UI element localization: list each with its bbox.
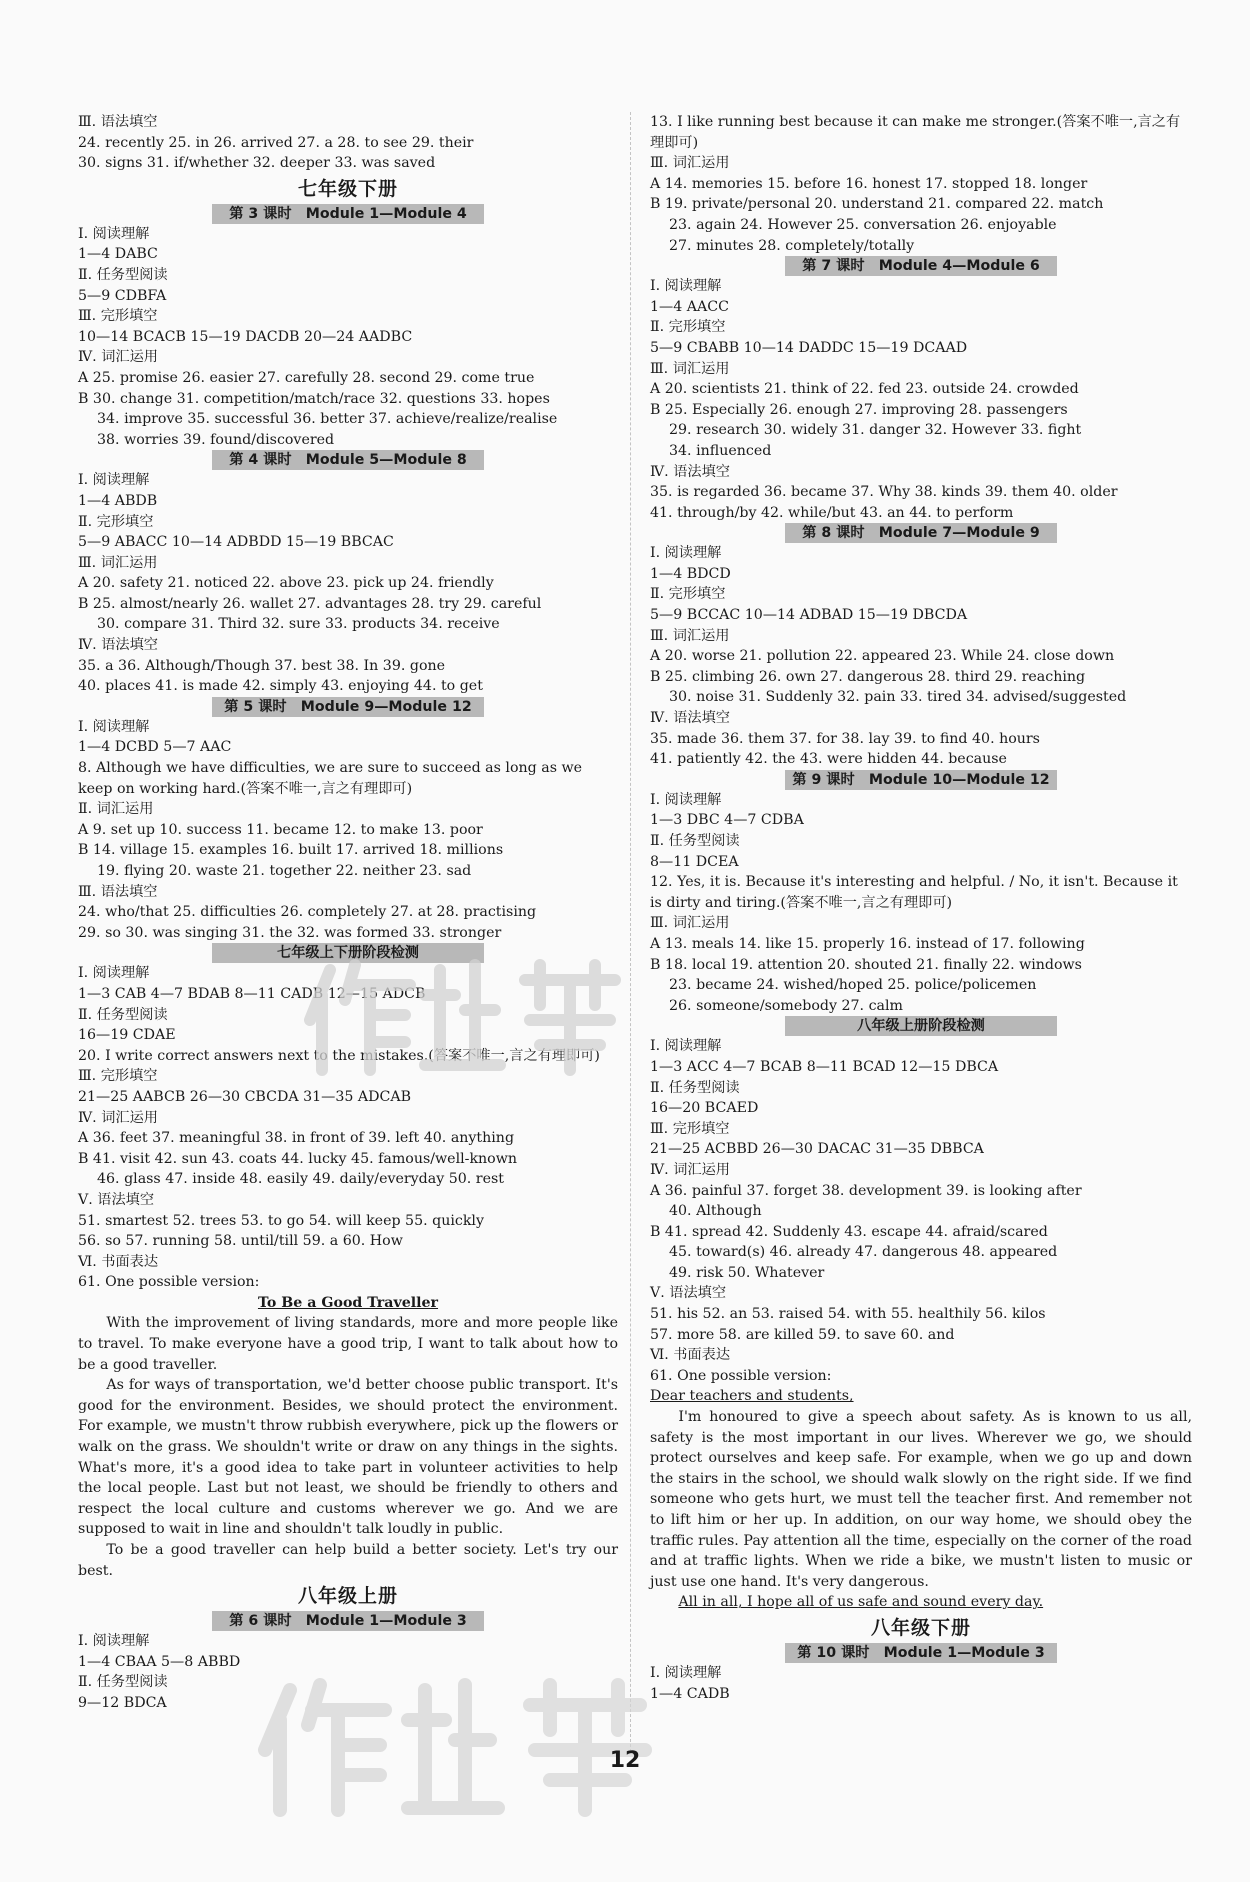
answer-line: 1—4 CBAA 5—8 ABBD: [78, 1653, 241, 1670]
part-heading: Ⅴ. 语法填空: [78, 1191, 155, 1208]
part-heading: Ⅰ. 阅读理解: [78, 472, 150, 489]
part-heading: Ⅱ. 词汇运用: [78, 801, 154, 818]
answer-line: B 30. change 31. competition/match/race 32. questions 33. hopes: [78, 390, 550, 407]
part-heading: Ⅱ. 任务型阅读: [78, 1674, 168, 1691]
lesson-banner: 第 9 课时 Module 10—Module 12: [785, 770, 1057, 790]
part-heading: Ⅰ. 阅读理解: [650, 1664, 722, 1681]
answer-line: B 18. local 19. attention 20. shouted 21. finally 22. windows: [650, 956, 1082, 973]
part-heading: Ⅵ. 书面表达: [650, 1347, 731, 1364]
answer-line: 1—4 ABDB: [78, 492, 158, 509]
answer-line: 1—4 BDCD: [650, 565, 731, 582]
answer-line: 9—12 BDCA: [78, 1694, 167, 1711]
essay-paragraph: I'm honoured to give a speech about safety. As is known to us all, safety is the most important in our lives. Wherever we go, we should protect ourselves and keep safe. For example, when we go up and down the stairs in the school, we should walk slowly on the right side. If we find someone who gets hurt, we must tell the teacher first. And remember not to lift him or her up. In addition, on our way home, we should obey the traffic rules. Pay attention all the time, especially on the corner of the road and at traffic lights. When we ride a bike, we mustn't listen to music or just use one hand. It's very dangerous.: [650, 1409, 1192, 1590]
part-heading: Ⅲ. 语法填空: [78, 883, 158, 900]
part-heading: Ⅳ. 词汇运用: [78, 1109, 158, 1126]
answer-line: 45. toward(s) 46. already 47. dangerous 48. appeared: [669, 1244, 1058, 1261]
answer-line: 13. I like running best because it can make me stronger.(答案不唯一,言之有理即可): [650, 114, 1181, 151]
answer-line: 34. improve 35. successful 36. better 37. achieve/realize/realise: [97, 411, 558, 428]
part-heading: Ⅱ. 任务型阅读: [78, 1006, 168, 1023]
answer-line: 38. worries 39. found/discovered: [97, 431, 335, 448]
answer-line: 29. research 30. widely 31. danger 32. However 33. fight: [669, 422, 1082, 439]
answer-line: 5—9 CBABB 10—14 DADDC 15—19 DCAAD: [650, 339, 968, 356]
right-column: [650, 112, 1192, 1704]
answer-line: A 36. painful 37. forget 38. development 39. is looking after: [650, 1182, 1082, 1199]
lesson-banner: 第 5 课时 Module 9—Module 12: [212, 697, 484, 717]
answer-line: B 25. Especially 26. enough 27. improving 28. passengers: [650, 401, 1068, 418]
part-heading: Ⅱ. 任务型阅读: [650, 1079, 740, 1096]
part-heading: Ⅰ. 阅读理解: [650, 791, 722, 808]
answer-line: 1—3 CAB 4—7 BDAB 8—11 CADB 12—15 ADCB: [78, 985, 426, 1002]
answer-line: 8. Although we have difficulties, we are sure to succeed as long as we keep on working hard.(答案不唯一,言之有理即可): [78, 760, 583, 797]
answer-line: 34. influenced: [669, 442, 772, 459]
lesson-banner: 七年级上下册阶段检测: [212, 943, 484, 963]
answer-line: 51. smartest 52. trees 53. to go 54. will keep 55. quickly: [78, 1212, 484, 1229]
part-heading: Ⅰ. 阅读理解: [650, 1038, 722, 1055]
answer-line: 16—20 BCAED: [650, 1100, 759, 1117]
answer-line: 10—14 BCACB 15—19 DACDB 20—24 AADBC: [78, 328, 413, 345]
answer-line: 27. minutes 28. completely/totally: [669, 237, 915, 254]
lesson-banner: 第 7 课时 Module 4—Module 6: [785, 256, 1057, 276]
lesson-banner: 第 10 课时 Module 1—Module 3: [785, 1643, 1057, 1663]
part-heading: Ⅱ. 完形填空: [650, 586, 726, 603]
answer-line: 61. One possible version:: [650, 1367, 832, 1384]
answer-line: 40. Although: [669, 1203, 762, 1220]
essay-paragraph: To be a good traveller can help build a better society. Let's try our best.: [78, 1542, 618, 1579]
part-heading: Ⅰ. 阅读理解: [650, 278, 722, 295]
part-heading: Ⅲ. 词汇运用: [650, 627, 730, 644]
answer-line: A 20. safety 21. noticed 22. above 23. pick up 24. friendly: [78, 575, 494, 592]
answer-line: A 20. worse 21. pollution 22. appeared 23. While 24. close down: [650, 648, 1115, 665]
answer-line: 30. signs 31. if/whether 32. deeper 33. was saved: [78, 155, 436, 172]
answer-line: A 25. promise 26. easier 27. carefully 28. second 29. come true: [78, 369, 535, 386]
left-column: [78, 112, 618, 1714]
part-heading: Ⅴ. 语法填空: [650, 1285, 727, 1302]
part-heading: Ⅱ. 任务型阅读: [650, 833, 740, 849]
part-heading: Ⅰ. 阅读理解: [78, 965, 150, 982]
answer-line: 23. again 24. However 25. conversation 26. enjoyable: [669, 216, 1057, 233]
lesson-banner: 第 8 课时 Module 7—Module 9: [785, 523, 1057, 543]
part-heading: Ⅳ. 词汇运用: [78, 349, 158, 366]
part-heading: Ⅱ. 完形填空: [650, 319, 726, 336]
answer-line: B 41. visit 42. sun 43. coats 44. lucky 45. famous/well-known: [78, 1150, 517, 1167]
answer-line: 51. his 52. an 53. raised 54. with 55. healthily 56. kilos: [650, 1306, 1046, 1323]
part-heading: Ⅰ. 阅读理解: [78, 225, 150, 242]
answer-line: 41. patiently 42. the 43. were hidden 44. because: [650, 751, 1007, 768]
part-heading: Ⅰ. 阅读理解: [650, 545, 722, 562]
part-heading: Ⅰ. 阅读理解: [78, 1633, 150, 1650]
essay-paragraph: As for ways of transportation, we'd better choose public transport. It's good for the environment. Besides, we should protect the environment. For example, we mustn't throw rubbish everywhere, pick up the flowers or walk on the grass. We shouldn't write or draw on any things in the sights. What's more, it's a good idea to take part in volunteer activities to help the local people. Last but not least, we should be friendly to others and respect the local culture and customs wherever we go. And we are supposed to wait in line and shouldn't talk loudly in public.: [78, 1377, 618, 1538]
part-heading: Ⅳ. 词汇运用: [650, 1161, 730, 1178]
lesson-banner: 第 4 课时 Module 5—Module 8: [212, 450, 484, 470]
essay-paragraph: With the improvement of living standards, more and more people like to travel. To make everyone have a good trip, I want to talk about how to be a good traveller.: [78, 1315, 618, 1373]
answer-line: A 20. scientists 21. think of 22. fed 23. outside 24. crowded: [650, 381, 1079, 398]
answer-line: 1—4 DABC: [78, 246, 158, 263]
part-heading: Ⅱ. 任务型阅读: [78, 266, 168, 283]
answer-line: 1—3 ACC 4—7 BCAB 8—11 BCAD 12—15 DBCA: [650, 1058, 999, 1075]
answer-line: 16—19 CDAE: [78, 1027, 176, 1044]
part-heading: Ⅰ. 阅读理解: [78, 718, 150, 735]
answer-line: B 41. spread 42. Suddenly 43. escape 44. afraid/scared: [650, 1223, 1048, 1240]
answer-line: 12. Yes, it is. Because it's interesting and helpful. / No, it isn't. Because it is dirty and tiring.(答案不唯一,言之有理即可): [650, 874, 1178, 911]
lesson-banner: 第 3 课时 Module 1—Module 4: [212, 204, 484, 224]
essay-salutation: Dear teachers and students,: [650, 1388, 854, 1405]
part-heading: Ⅳ. 语法填空: [650, 463, 730, 480]
part-heading: Ⅲ. 词汇运用: [650, 155, 730, 172]
part-heading: Ⅲ. 语法填空: [78, 114, 158, 130]
part-heading: Ⅲ. 词汇运用: [78, 554, 158, 571]
answer-line: A 13. meals 14. like 15. properly 16. instead of 17. following: [650, 935, 1085, 952]
answer-line: 26. someone/somebody 27. calm: [669, 997, 903, 1014]
answer-line: B 25. climbing 26. own 27. dangerous 28. third 29. reaching: [650, 668, 1086, 685]
answer-line: 5—9 CDBFA: [78, 287, 167, 304]
answer-line: 8—11 DCEA: [650, 853, 739, 870]
answer-line: A 9. set up 10. success 11. became 12. to make 13. poor: [78, 821, 483, 838]
section-heading: 八年级下册: [870, 1616, 971, 1639]
answer-line: 1—4 AACC: [650, 298, 729, 315]
answer-line: 40. places 41. is made 42. simply 43. enjoying 44. to get: [78, 678, 483, 695]
answer-line: B 14. village 15. examples 16. built 17. arrived 18. millions: [78, 842, 504, 859]
answer-line: 21—25 ACBBD 26—30 DACAC 31—35 DBBCA: [650, 1141, 984, 1158]
answer-line: 57. more 58. are killed 59. to save 60. and: [650, 1326, 955, 1343]
answer-line: 35. is regarded 36. became 37. Why 38. kinds 39. them 40. older: [650, 484, 1118, 501]
answer-line: B 25. almost/nearly 26. wallet 27. advantages 28. try 29. careful: [78, 595, 542, 612]
answer-line: 35. a 36. Although/Though 37. best 38. In 39. gone: [78, 657, 446, 674]
answer-line: 24. who/that 25. difficulties 26. completely 27. at 28. practising: [78, 904, 537, 921]
answer-line: 49. risk 50. Whatever: [669, 1264, 825, 1281]
part-heading: Ⅲ. 词汇运用: [650, 360, 730, 377]
part-heading: Ⅲ. 完形填空: [78, 308, 158, 325]
page-number: 12: [609, 1748, 641, 1773]
answer-line: 30. noise 31. Suddenly 32. pain 33. tired 34. advised/suggested: [669, 689, 1127, 706]
essay-closing: All in all, I hope all of us safe and sound every day.: [678, 1594, 1044, 1611]
answer-line: 5—9 BCCAC 10—14 ADBAD 15—19 DBCDA: [650, 607, 968, 624]
part-heading: Ⅳ. 语法填空: [78, 637, 158, 654]
answer-line: A 14. memories 15. before 16. honest 17. stopped 18. longer: [650, 175, 1088, 192]
answer-line: 61. One possible version:: [78, 1274, 260, 1291]
answer-line: 56. so 57. running 58. until/till 59. a 60. How: [78, 1233, 403, 1250]
part-heading: Ⅲ. 词汇运用: [650, 915, 730, 932]
answer-line: 1—3 DBC 4—7 CDBA: [650, 812, 804, 829]
answer-line: 21—25 AABCB 26—30 CBCDA 31—35 ADCAB: [78, 1088, 412, 1105]
answer-line: 41. through/by 42. while/but 43. an 44. to perform: [650, 504, 1014, 521]
answer-line: 24. recently 25. in 26. arrived 27. a 28. to see 29. their: [78, 134, 474, 151]
lesson-banner: 八年级上册阶段检测: [785, 1016, 1057, 1036]
part-heading: Ⅲ. 完形填空: [78, 1068, 158, 1085]
column-divider: [630, 112, 631, 1752]
lesson-banner: 第 6 课时 Module 1—Module 3: [212, 1611, 484, 1631]
answer-line: A 36. feet 37. meaningful 38. in front of 39. left 40. anything: [78, 1130, 515, 1147]
answer-line: 1—4 CADB: [650, 1685, 730, 1702]
answer-line: 35. made 36. them 37. for 38. lay 39. to find 40. hours: [650, 730, 1040, 747]
part-heading: Ⅳ. 语法填空: [650, 710, 730, 727]
answer-line: 19. flying 20. waste 21. together 22. neither 23. sad: [97, 863, 472, 879]
answer-line: 23. became 24. wished/hoped 25. police/policemen: [669, 977, 1037, 994]
answer-line: 1—4 DCBD 5—7 AAC: [78, 739, 232, 756]
answer-line: 29. so 30. was singing 31. the 32. was formed 33. stronger: [78, 924, 502, 941]
answer-line: 30. compare 31. Third 32. sure 33. products 34. receive: [97, 616, 500, 633]
answer-line: 46. glass 47. inside 48. easily 49. daily/everyday 50. rest: [97, 1171, 504, 1188]
essay-title: To Be a Good Traveller: [257, 1294, 439, 1311]
section-heading: 七年级下册: [297, 177, 398, 200]
section-heading: 八年级上册: [297, 1585, 398, 1608]
part-heading: Ⅱ. 完形填空: [78, 513, 154, 530]
part-heading: Ⅲ. 完形填空: [650, 1120, 730, 1137]
answer-line: B 19. private/personal 20. understand 21. compared 22. match: [650, 196, 1104, 213]
answer-line: 5—9 ABACC 10—14 ADBDD 15—19 BBCAC: [78, 534, 394, 551]
answer-line: 20. I write correct answers next to the mistakes.(答案不唯一,言之有理即可): [78, 1047, 600, 1064]
part-heading: Ⅵ. 书面表达: [78, 1253, 159, 1270]
